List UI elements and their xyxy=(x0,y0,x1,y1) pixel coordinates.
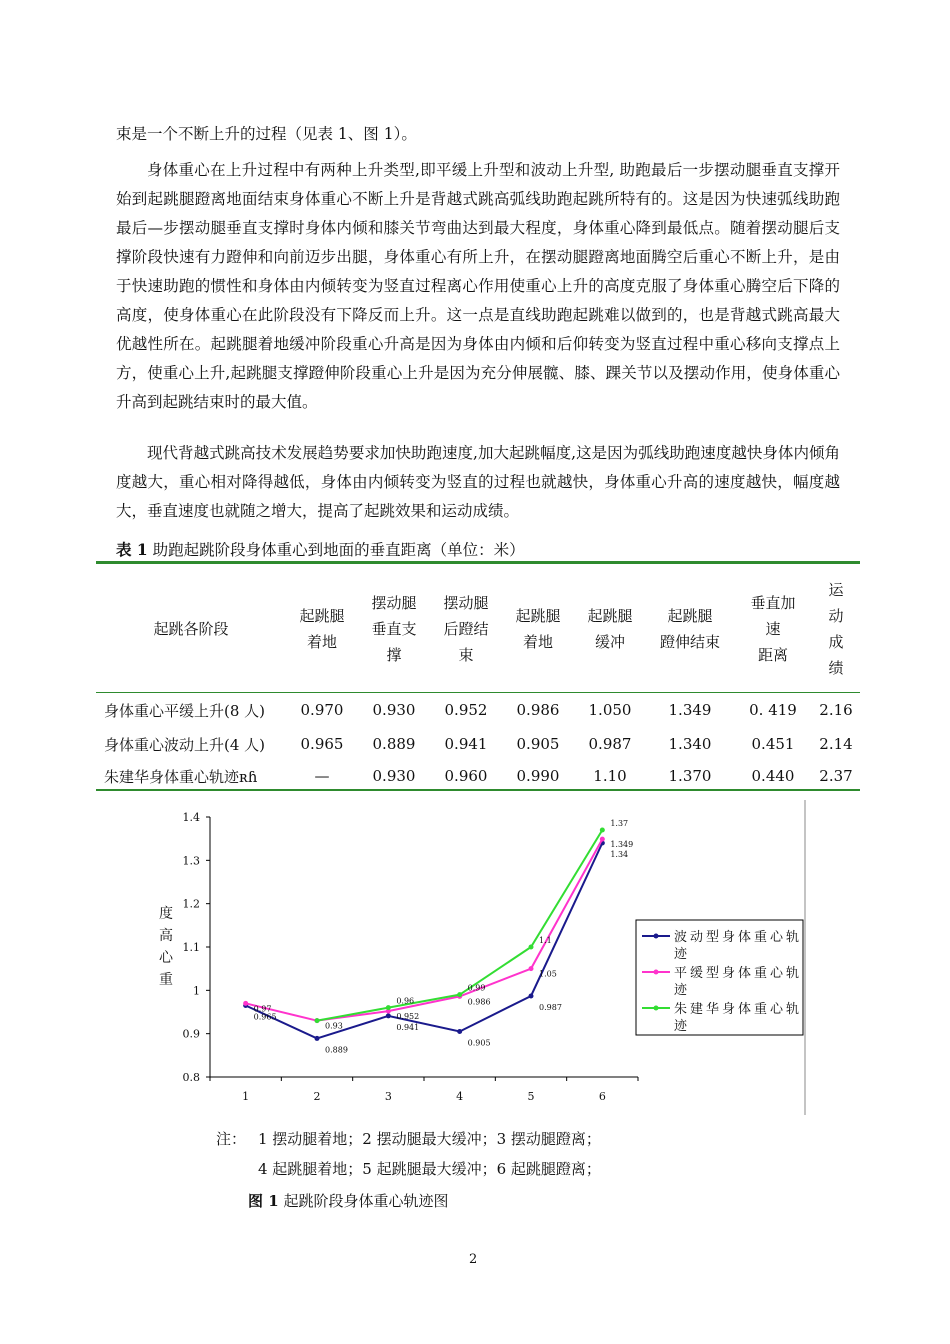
y-tick-label: 1.1 xyxy=(182,941,200,954)
table-cell: 2.16 xyxy=(819,701,853,719)
header-cell: 起跳腿 着地 xyxy=(299,607,345,651)
figure-caption-text: 起跳阶段身体重心轨迹图 xyxy=(283,1192,449,1210)
legend-label: 朱建华身体重心轨 xyxy=(674,1002,803,1017)
table-cell: 0.952 xyxy=(444,701,488,719)
table-cell: 1.050 xyxy=(588,701,632,719)
legend-swatch-marker xyxy=(654,1006,659,1011)
table-cell: 1.349 xyxy=(668,701,712,719)
y-tick-label: 1.2 xyxy=(182,897,200,911)
legend-swatch-marker xyxy=(654,970,659,975)
data-label: 0.986 xyxy=(467,997,491,1007)
data-label: 0.97 xyxy=(253,1004,272,1014)
x-tick-label: 1 xyxy=(242,1090,250,1103)
series-marker xyxy=(315,1036,320,1041)
table-caption xyxy=(116,538,525,560)
y-axis-label-char: 度 xyxy=(159,906,173,922)
table-cell: 身体重心波动上升(4 人) xyxy=(104,735,266,754)
table-cell: 1.370 xyxy=(668,767,712,785)
table-caption-label: 表 1 xyxy=(116,540,148,559)
legend-label-wrap: 迹 xyxy=(674,1019,688,1034)
data-label: 1.1 xyxy=(539,936,552,945)
figure-note-line-1: 1 摆动腿着地；2 摆动腿最大缓冲；3 摆动腿蹬离； xyxy=(258,1130,601,1148)
header-cell: 摆动腿 垂直支 撑 xyxy=(371,594,417,664)
x-tick-label: 4 xyxy=(456,1090,464,1103)
header-cell: 起跳腿 缓冲 xyxy=(587,607,633,651)
series-marker xyxy=(457,1029,462,1034)
header-cell: 起跳各阶段 xyxy=(153,620,229,638)
legend-swatch-marker xyxy=(654,934,659,939)
table-cell: — xyxy=(314,767,330,785)
table-top-rule xyxy=(96,561,860,564)
x-tick-label: 6 xyxy=(598,1090,606,1103)
table-row xyxy=(96,760,860,792)
header-cell: 摆动腿 后蹬结 束 xyxy=(443,594,489,664)
y-axis-label-char: 心 xyxy=(159,950,173,966)
data-label: 0.96 xyxy=(396,996,415,1006)
paragraph-2: 身体重心在上升过程中有两种上升类型,即平缓上升型和波动上升型, 助跑最后一步摆动腿垂直支撑开始到起跳腿蹬离地面结束身体重心不断上升是背越式跳高弧线助跑起跳所特有的。这是因为快速弧线助跑最后—步摆动腿垂直支撑时身体内倾和膝关节弯曲达到最大程度，身体重心降到最低点。随着摆动腿后支撑阶段快速有力蹬伸和向前迈步出腿，身体重心有所上升，在摆动腿蹬离地面腾空后重心不断上升，是由于快速助跑的惯性和身体由内倾转变为竖直过程离心作用使重心上升的高度克服了身体重心腾空后下降的高度，使身体重心在此阶段没有下降反而上升。这一点是直线助跑起跳难以做到的，也是背越式跳高最大优越性所在。起跳腿着地缓冲阶段重心升高是因为身体由内倾和后仰转变为竖直过程中重心移向支撑点上方，使重心上升,起跳腿支撑蹬伸阶段重心上升是因为充分伸展髋、膝、踝关节以及摆动作用，使身体重心升高到起跳结束时的最大值。 xyxy=(116,161,840,411)
table-cell: 0.990 xyxy=(516,767,560,785)
page-number: 2 xyxy=(469,1252,478,1267)
legend-label: 波动型身体重心轨 xyxy=(674,930,803,945)
figure-caption xyxy=(248,1190,448,1211)
table-cell: 0.930 xyxy=(372,767,416,785)
data-label: 0.99 xyxy=(467,983,486,993)
data-label: 1.34 xyxy=(610,850,629,859)
series-marker xyxy=(315,1018,320,1023)
y-axis-label-char: 重 xyxy=(159,972,173,988)
table-cell: 2.37 xyxy=(819,767,853,785)
data-table xyxy=(96,566,860,792)
series-line xyxy=(246,839,603,1021)
series-marker xyxy=(243,1001,248,1006)
table-cell: 0.930 xyxy=(372,701,416,719)
legend-label: 平缓型身体重心轨 xyxy=(674,966,803,981)
series-marker xyxy=(600,837,605,842)
series-marker xyxy=(386,1005,391,1010)
table-cell: 0.440 xyxy=(751,767,795,785)
header-cell: 垂直加 速 距离 xyxy=(750,594,796,664)
table-cell: 2.14 xyxy=(819,735,853,753)
series-marker xyxy=(529,945,534,950)
x-tick-label: 5 xyxy=(527,1090,535,1103)
table-cell: 0.986 xyxy=(516,701,560,719)
data-label: 0.889 xyxy=(325,1045,348,1055)
y-tick-label: 0.8 xyxy=(182,1071,200,1084)
data-label: 0.905 xyxy=(467,1038,491,1048)
series-marker xyxy=(386,1013,391,1018)
table-cell: 身体重心平缓上升(8 人) xyxy=(104,701,266,720)
series-marker xyxy=(457,992,462,997)
table-cell: 1.10 xyxy=(593,767,627,785)
series-marker xyxy=(529,993,534,998)
data-label: 0.987 xyxy=(539,1002,562,1012)
figure-note-line-2: 4 起跳腿着地；5 起跳腿最大缓冲；6 起跳腿蹬离； xyxy=(258,1160,601,1178)
series-marker xyxy=(529,966,534,971)
data-label: 1.37 xyxy=(610,819,629,828)
table-cell: 0.905 xyxy=(516,735,560,753)
data-label: 0.965 xyxy=(253,1012,277,1022)
line-chart xyxy=(150,800,810,1115)
y-tick-label: 1.4 xyxy=(182,811,200,824)
legend-label-wrap: 迹 xyxy=(674,983,688,998)
figure-note-label: 注： xyxy=(216,1130,247,1148)
table-header-row xyxy=(96,566,860,692)
y-tick-label: 1.3 xyxy=(182,854,200,868)
table-cell: 0.451 xyxy=(751,735,795,753)
table-cell: 0. 419 xyxy=(749,701,797,719)
table-cell: 0.941 xyxy=(444,735,488,753)
table-cell: 0.970 xyxy=(300,701,344,719)
paragraph-1: 束是一个不断上升的过程（见表 1、图 1）。 xyxy=(116,125,417,143)
series-line xyxy=(317,830,602,1021)
legend-label-wrap: 迹 xyxy=(674,947,688,962)
paragraph-3: 现代背越式跳高技术发展趋势要求加快助跑速度,加大起跳幅度,这是因为弧线助跑速度越快身体内倾角度越大，重心相对降得越低，身体由内倾转变为竖直的过程也就越快，身体重心升高的速度越快，幅度越大，垂直速度也就随之增大，提高了起跳效果和运动成绩。 xyxy=(116,444,840,520)
figure-caption-label: 图 1 xyxy=(248,1192,279,1210)
data-label: 1.05 xyxy=(539,969,557,979)
header-cell: 起跳腿 着地 xyxy=(515,607,561,651)
table-cell: 0.965 xyxy=(300,735,344,753)
table-cell: 0.987 xyxy=(588,735,632,753)
table-cell: 1.340 xyxy=(668,735,712,753)
data-label: 1.349 xyxy=(610,840,634,850)
series-marker xyxy=(600,828,605,833)
table-caption-text: 助跑起跳阶段身体重心到地面的垂直距离（单位：米） xyxy=(152,541,525,559)
y-axis-label-char: 高 xyxy=(159,928,173,944)
y-tick-label: 1 xyxy=(193,984,200,998)
header-cell: 起跳腿 蹬伸结束 xyxy=(659,607,720,651)
table-row xyxy=(96,728,860,760)
y-tick-label: 0.9 xyxy=(182,1027,200,1041)
data-label: 0.952 xyxy=(396,1012,420,1022)
table-cell: 朱建华身体重心轨迹ʀɦ xyxy=(104,767,258,786)
table-row xyxy=(96,692,860,728)
data-label: 0.93 xyxy=(325,1021,343,1031)
data-label: 0.941 xyxy=(396,1022,420,1032)
x-tick-label: 2 xyxy=(313,1090,321,1103)
header-cell: 运 动 成 绩 xyxy=(828,581,844,677)
x-tick-label: 3 xyxy=(384,1090,392,1103)
table-cell: 0.960 xyxy=(444,767,488,785)
table-cell: 0.889 xyxy=(372,735,416,753)
